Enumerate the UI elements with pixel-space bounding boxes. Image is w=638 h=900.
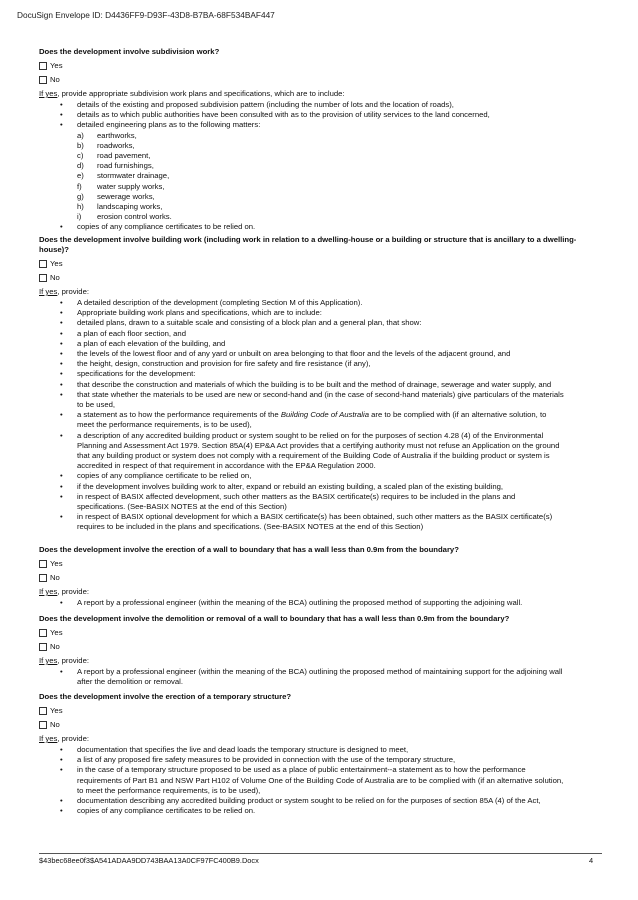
sub-item-text: road pavement, bbox=[97, 151, 151, 161]
requirements-list bbox=[39, 667, 604, 687]
sub-item-text: earthworks, bbox=[97, 130, 137, 140]
checkbox-label: No bbox=[50, 75, 60, 84]
sub-list-item bbox=[77, 202, 564, 212]
footer-divider bbox=[39, 853, 602, 854]
checkbox-icon[interactable] bbox=[39, 721, 47, 729]
bullet-icon: • bbox=[60, 328, 63, 338]
checkbox-icon[interactable] bbox=[39, 574, 47, 582]
list-item bbox=[39, 308, 564, 318]
list-item bbox=[39, 120, 564, 222]
list-item-text-cont: are to be complied with (if an alternative solution, to meet the performance requirements, is to be used), bbox=[77, 410, 547, 430]
sub-item-text: road furnishings, bbox=[97, 161, 154, 171]
bullet-icon: • bbox=[60, 298, 63, 307]
checkbox-icon[interactable] bbox=[39, 560, 47, 568]
checkbox-label: No bbox=[50, 720, 60, 729]
question-heading: Does the development involve the erection of a wall to boundary that has a wall less than 0.9m from the boundary? bbox=[39, 545, 459, 554]
bullet-icon: • bbox=[60, 796, 63, 806]
question-section bbox=[39, 614, 604, 687]
list-item bbox=[39, 471, 564, 481]
question-section bbox=[39, 545, 604, 608]
list-item-text: a plan of each floor section, and bbox=[77, 328, 186, 338]
list-item bbox=[39, 667, 564, 687]
list-item-text: specifications for the development: bbox=[77, 369, 196, 379]
list-item bbox=[39, 359, 564, 369]
list-item-text: that describe the construction and materials of which the building is to be built and the method of drainage, sewerage and water supply, and bbox=[77, 379, 552, 389]
if-yes-instruction bbox=[39, 586, 604, 598]
list-item-text: A detailed description of the development (completing Section M of this Application). bbox=[77, 298, 363, 307]
question-section bbox=[39, 235, 604, 533]
list-item bbox=[39, 380, 564, 390]
bullet-icon: • bbox=[60, 369, 63, 379]
page-number: 4 bbox=[589, 856, 594, 865]
if-yes-label: If yes bbox=[39, 734, 58, 743]
bullet-icon: • bbox=[60, 100, 63, 109]
sub-item-text: stormwater drainage, bbox=[97, 171, 170, 181]
bullet-icon: • bbox=[60, 359, 63, 369]
list-item-text: that state whether the materials to be used are new or second-hand and (in the case of second-hand materials) give particulars of the materials to be used, bbox=[77, 389, 564, 410]
list-item bbox=[39, 431, 564, 472]
bullet-icon: • bbox=[60, 389, 63, 399]
list-item-text: if the development involves building work to alter, expand or rebuild an existing building, a scaled plan of the existing building, bbox=[77, 481, 504, 491]
sub-item-label: a) bbox=[77, 130, 84, 140]
checkbox-icon[interactable] bbox=[39, 62, 47, 70]
bullet-icon: • bbox=[60, 598, 63, 607]
list-item-text: in respect of BASIX affected development, such other matters as the BASIX certificate(s) requires to be included in the plans and specifications. (See-BASIX NOTES at the end of this Section) bbox=[77, 491, 516, 512]
list-item-text: detailed plans, drawn to a suitable scale and consisting of a block plan and a general plan, that show: bbox=[77, 318, 422, 328]
question-heading: Does the development involve building work (including work in relation to a dwelling-house or a building or structure that is ancillary to a dwelling-house)? bbox=[39, 235, 577, 254]
bullet-icon: • bbox=[60, 667, 63, 676]
question-heading: Does the development involve the demolition or removal of a wall to boundary that has a wall less than 0.9m from the boundary? bbox=[39, 614, 510, 623]
list-item bbox=[39, 598, 564, 608]
sub-item-label: d) bbox=[77, 161, 84, 171]
bullet-icon: • bbox=[60, 806, 63, 816]
checkbox-label: Yes bbox=[50, 259, 63, 268]
checkbox-no[interactable] bbox=[39, 571, 604, 585]
sub-item-text: water supply works, bbox=[97, 181, 165, 191]
list-item-text: copies of any compliance certificates to be relied on. bbox=[77, 222, 256, 232]
requirements-list bbox=[39, 598, 604, 608]
list-item bbox=[39, 482, 564, 492]
sub-list-item bbox=[77, 151, 564, 161]
question-section bbox=[39, 692, 604, 816]
if-yes-text: , provide: bbox=[57, 287, 89, 296]
bullet-icon: • bbox=[60, 120, 63, 130]
sub-item-text: erosion control works. bbox=[97, 212, 172, 222]
envelope-id: DocuSign Envelope ID: D4436FF9-D93F-43D8-B7BA-68F534BAF447 bbox=[17, 10, 275, 20]
bullet-icon: • bbox=[60, 410, 63, 420]
bullet-icon: • bbox=[60, 491, 63, 501]
list-item-text: documentation that specifies the live and dead loads the temporary structure is designed to meet, bbox=[77, 745, 409, 754]
checkbox-icon[interactable] bbox=[39, 76, 47, 84]
sub-list-item bbox=[77, 171, 564, 181]
checkbox-no[interactable] bbox=[39, 73, 604, 87]
checkbox-icon[interactable] bbox=[39, 629, 47, 637]
bullet-icon: • bbox=[60, 110, 63, 120]
checkbox-yes[interactable] bbox=[39, 557, 604, 571]
checkbox-label: No bbox=[50, 642, 60, 651]
bullet-icon: • bbox=[60, 755, 63, 765]
if-yes-label: If yes bbox=[39, 656, 58, 665]
sub-item-text: landscaping works, bbox=[97, 202, 163, 212]
bullet-icon: • bbox=[60, 512, 63, 522]
list-item-text: copies of any compliance certificates to be relied on. bbox=[77, 806, 256, 816]
sub-list-item bbox=[77, 212, 564, 222]
sub-item-label: i) bbox=[77, 212, 82, 222]
checkbox-icon[interactable] bbox=[39, 274, 47, 282]
sub-item-text: sewerage works, bbox=[97, 191, 155, 201]
checkbox-label: No bbox=[50, 273, 60, 282]
if-yes-instruction bbox=[39, 286, 604, 298]
footer-document-id: $43bec68ee0f3$A541ADAA9DD743BAA13A0CF97FC400B9.Docx bbox=[39, 856, 259, 865]
sub-list-item bbox=[77, 192, 564, 202]
bullet-icon: • bbox=[60, 481, 63, 491]
list-item bbox=[39, 339, 564, 349]
bullet-icon: • bbox=[60, 222, 63, 232]
checkbox-no[interactable] bbox=[39, 640, 604, 654]
if-yes-instruction bbox=[39, 655, 604, 667]
checkbox-yes[interactable] bbox=[39, 257, 604, 271]
checkbox-no[interactable] bbox=[39, 718, 604, 732]
if-yes-text: , provide: bbox=[57, 656, 89, 665]
if-yes-label: If yes bbox=[39, 287, 58, 296]
list-item-text: in respect of BASIX optional development for which a BASIX certificate(s) has been obtained, such other matters as the BASIX certificate(s) requires to be included in the plans and specifications. (See-BASIX NOTES at the end of this Section) bbox=[77, 512, 553, 532]
sub-item-label: f) bbox=[77, 181, 82, 191]
list-item bbox=[39, 110, 564, 120]
if-yes-label: If yes bbox=[39, 89, 58, 98]
bullet-icon: • bbox=[60, 338, 63, 348]
question-heading: Does the development involve the erection of a temporary structure? bbox=[39, 692, 292, 701]
bullet-icon: • bbox=[60, 745, 63, 754]
list-item bbox=[39, 369, 564, 379]
if-yes-text: , provide: bbox=[57, 587, 89, 596]
if-yes-instruction bbox=[39, 733, 604, 745]
bullet-icon: • bbox=[60, 308, 63, 318]
bullet-icon: • bbox=[60, 349, 63, 359]
list-item bbox=[39, 298, 564, 308]
list-item bbox=[39, 222, 564, 232]
sub-item-label: b) bbox=[77, 140, 84, 150]
sub-item-label: h) bbox=[77, 202, 84, 212]
list-item bbox=[39, 745, 564, 755]
if-yes-instruction bbox=[39, 88, 604, 100]
list-item-text: a statement as to how the performance requirements of the bbox=[77, 410, 281, 420]
list-item-text: details of the existing and proposed subdivision pattern (including the number of lots and the location of roads), bbox=[77, 100, 454, 109]
checkbox-label: Yes bbox=[50, 559, 63, 568]
bullet-icon: • bbox=[60, 379, 63, 389]
list-item bbox=[39, 492, 564, 512]
sub-list-item bbox=[77, 182, 564, 192]
requirements-list bbox=[39, 298, 604, 533]
list-item-text: A report by a professional engineer (within the meaning of the BCA) outlining the proposed method of maintaining support for the adjoining wall after the demolition or removal. bbox=[77, 667, 563, 687]
list-item bbox=[39, 512, 564, 532]
requirements-list bbox=[39, 745, 604, 816]
list-item bbox=[39, 410, 564, 430]
sub-list-item bbox=[77, 131, 564, 141]
list-item bbox=[39, 100, 564, 110]
list-item-text: detailed engineering plans as to the following matters: bbox=[77, 120, 261, 130]
list-item-text: a plan of each elevation of the building, and bbox=[77, 338, 226, 348]
list-item bbox=[39, 318, 564, 328]
bullet-icon: • bbox=[60, 430, 63, 440]
bullet-icon: • bbox=[60, 471, 63, 481]
sub-item-label: g) bbox=[77, 191, 84, 201]
question-heading: Does the development involve subdivision work? bbox=[39, 47, 220, 56]
requirements-list bbox=[39, 100, 604, 233]
list-item bbox=[39, 796, 564, 806]
checkbox-label: Yes bbox=[50, 706, 63, 715]
list-item-italic: Building Code of Australia bbox=[280, 410, 370, 420]
list-item-text: in the case of a temporary structure proposed to be used as a place of public entertainment--a statement as to how the performance requirements of Part B1 and NSW Part H102 of Volume One of the Building Code of Australia are to be complied with (if an alternative solution, to meet the performance requirements, is to be used), bbox=[77, 765, 564, 795]
question-section bbox=[39, 47, 604, 233]
checkbox-icon[interactable] bbox=[39, 260, 47, 268]
checkbox-icon[interactable] bbox=[39, 643, 47, 651]
sub-item-label: c) bbox=[77, 151, 84, 161]
bullet-icon: • bbox=[60, 765, 63, 775]
checkbox-yes[interactable] bbox=[39, 704, 604, 718]
list-item bbox=[39, 349, 564, 359]
if-yes-text: , provide appropriate subdivision work plans and specifications, which are to include: bbox=[57, 89, 345, 98]
checkbox-no[interactable] bbox=[39, 271, 604, 285]
list-item-text: details as to which public authorities have been consulted with as to the provision of utility services to the land concerned, bbox=[77, 110, 490, 120]
sub-list bbox=[77, 131, 564, 223]
sub-item-label: e) bbox=[77, 171, 84, 181]
if-yes-text: , provide: bbox=[57, 734, 89, 743]
bullet-icon: • bbox=[60, 318, 63, 328]
list-item-text: documentation describing any accredited building product or system sought to be relied on for the purposes of section 85A (4) of the Act, bbox=[77, 796, 541, 806]
list-item-text: a list of any proposed fire safety measures to be provided in connection with the use of the temporary structure, bbox=[77, 755, 456, 765]
checkbox-yes[interactable] bbox=[39, 59, 604, 73]
checkbox-label: Yes bbox=[50, 61, 63, 70]
list-item-text: Appropriate building work plans and specifications, which are to include: bbox=[77, 308, 322, 318]
list-item-text: copies of any compliance certificate to be relied on, bbox=[77, 471, 252, 481]
list-item-text: a description of any accredited building product or system sought to be relied on for the purposes of section 4.28 (4) of the Environmental Planning and Assessment Act 1979. Section 85A(4) EP&A Act provides that a certifying authority must not refuse an Application on the ground that any building product or system does not comply with a requirement of the Building Code of Australia if the building product or system is accredited in respect of that requirement in accordance with the EP&A Regulation 2000. bbox=[77, 430, 560, 471]
list-item bbox=[39, 806, 564, 816]
checkbox-label: No bbox=[50, 573, 60, 582]
list-item-text: the levels of the lowest floor and of any yard or unbuilt on area belonging to that floor and the levels of the adjacent ground, and bbox=[77, 349, 511, 359]
sub-item-text: roadworks, bbox=[97, 140, 135, 150]
if-yes-label: If yes bbox=[39, 587, 58, 596]
list-item bbox=[39, 765, 564, 796]
list-item-text: A report by a professional engineer (within the meaning of the BCA) outlining the proposed method of supporting the adjoining wall. bbox=[77, 598, 523, 607]
checkbox-icon[interactable] bbox=[39, 707, 47, 715]
sub-list-item bbox=[77, 141, 564, 151]
list-item bbox=[39, 329, 564, 339]
checkbox-yes[interactable] bbox=[39, 626, 604, 640]
list-item-text: the height, design, construction and provision for fire safety and fire resistance (if any), bbox=[77, 359, 371, 369]
checkbox-label: Yes bbox=[50, 628, 63, 637]
list-item bbox=[39, 755, 564, 765]
list-item bbox=[39, 390, 564, 410]
sub-list-item bbox=[77, 161, 564, 171]
